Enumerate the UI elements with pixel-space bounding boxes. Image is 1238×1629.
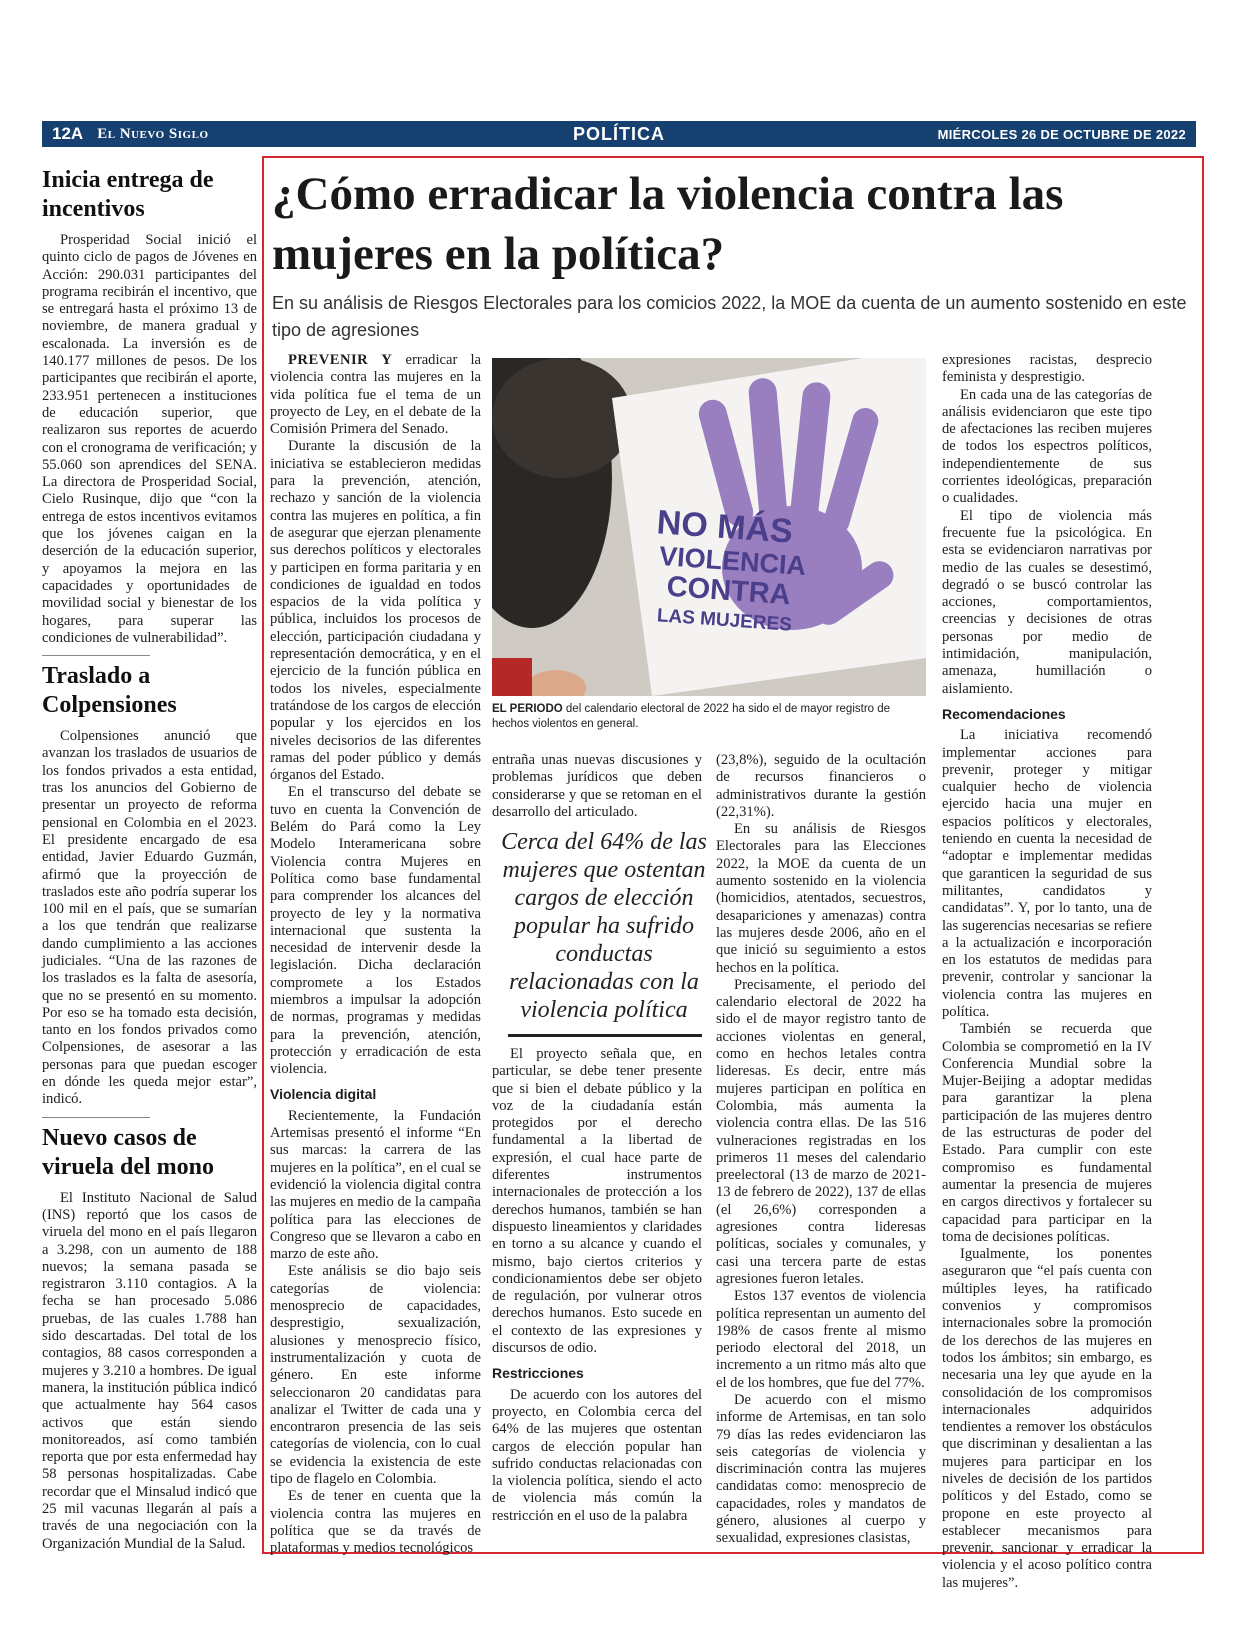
photo-caption: EL PERIODO del calendario electoral de 2022 ha sido el de mayor registro de hechos violentos en general. — [492, 703, 891, 730]
subheading: Restricciones — [492, 1365, 584, 1382]
paragraph: También se recuerda que Colombia se comprometió en la IV Conferencia Mundial sobre la Mujer-Beijing a adoptar medidas para garantizar la plena participación de las mujeres dentro de las estructuras de poder del Estado. Para cumplir con este compromiso es fundamental aumentar la presencia de mujeres en cargos directivos y fortalecer su capacidad para participar en la toma de decisiones políticas. — [942, 1021, 1152, 1245]
paragraph: En su análisis de Riesgos Electorales para las Elecciones 2022, la MOE da cuenta de un aumento sostenido en la violencia (homicidios, atentados, secuestros, desapariciones y amenazas) contra las mujeres desde 2006, año en el que inició su seguimiento a estos hechos en la política. — [716, 821, 926, 976]
feature-article — [262, 156, 1204, 1591]
paragraph: Igualmente, los ponentes aseguraron que “el país cuenta con múltiples leyes, ha ratificado convenios y compromisos internacionales sobre la promoción de los derechos de las mujeres en todos los ámbitos; sin embargo, es necesaria una ley que ayude en la consolidación de los compromisos internacionales adquiridos tendientes a remover los obstáculos que discriminan y desalientan a las mujeres para participar en los niveles de decisión de los partidos políticos y del Estado, como se propone en este proyecto al establecer mecanismos para prevenir, sancionar y erradicar la violencia y el acoso político contra las mujeres”. — [942, 1246, 1152, 1591]
paragraph: expresiones racistas, desprecio feminista y desprestigio. — [942, 352, 1152, 386]
protest-sign-illustration — [492, 358, 926, 696]
paragraph: De acuerdo con el mismo informe de Artemisas, en tan solo 79 días las redes evidenciaron las seis categorías de violencia y discriminación contra las mujeres candidatas como: menosprecio de capacidades, roles y mandatos de género, alusiones al cuerpo y sexualidad, expresiones clasistas, — [716, 1391, 926, 1547]
paragraph: El tipo de violencia más frecuente fue la psicológica. En esta se evidenciaron narrativas por medio de las cuales se desestimó, degradó o se buscó controlar las acciones, comportamientos, creencias y decisiones de otras personas por medio de intimidación, manipulación, amenaza, humillación o aislamiento. — [942, 507, 1152, 697]
paragraph: (23,8%), seguido de la ocultación de recursos financieros o administrativos durante la gestión (22,31%). — [716, 752, 926, 820]
sign-line-2: VIOLENCIA — [658, 540, 808, 582]
article-column-4 — [942, 352, 1152, 1592]
paragraph: El proyecto señala que, en particular, se debe tener presente que si bien el debate público y la voz de la ciudadanía están protegidos por el derecho fundamental a la libertad de expresión, el cual hace parte de diferentes instrumentos internacionales de protección a los derechos humanos, también se han dispuesto lineamientos y claridades en torno a su alcance y cuando el mismo, bajo ciertos criterios y condicionamientos debe ser objeto de regulación, por vulnerar otros derechos humanos. Esto sucede en el contexto de las expresiones y discursos de odio. — [492, 1046, 702, 1357]
paragraph: Precisamente, el periodo del calendario electoral de 2022 ha sido el de mayor registro tanto de acciones violentas en general, como en hechos letales contra lideresas. Es decir, entre más mujeres participan en política en Colombia, más aumenta la violencia contra ellas. De las 516 vulneraciones registradas en los primeros 11 meses del calendario preelectoral (13 de marzo de 2021-13 de febrero de 2022), 137 de ellas (el 26,6%) corresponden a agresiones contra lideresas políticas, sociales y comunales, y casi una tercera parte de estas agresiones fueron letales. — [716, 976, 926, 1287]
article-column-2-cont — [492, 1046, 702, 1525]
sign-line-3: CONTRA — [665, 570, 792, 612]
brief-divider — [42, 1117, 150, 1118]
paragraph: De acuerdo con los autores del proyecto, en Colombia cerca del 64% de las mujeres que ostentan cargos de elección popular han sufrido conductas relacionadas con la violencia política, siendo el acto de violencia más común la restricción en el uso de la palabra — [492, 1386, 702, 1524]
page-header — [42, 121, 1196, 147]
subheading: Violencia digital — [270, 1086, 377, 1103]
brief-viruela — [42, 1124, 257, 1553]
news-briefs-column — [42, 160, 257, 1553]
brief-colpensiones — [42, 662, 257, 1109]
paragraph: PREVENIR Y erradicar la violencia contra las mujeres en la vida política fue el tema de un proyecto de Ley, en el debate de la Comisión Primera del Senado. — [270, 352, 481, 438]
brief-divider — [42, 655, 150, 656]
article-column-2 — [492, 752, 702, 821]
article-headline: ¿Cómo erradicar la violencia contra las mujeres en la política? — [272, 168, 1064, 280]
lead-in: PREVENIR Y — [288, 352, 393, 368]
paragraph: La iniciativa recomendó implementar acciones para prevenir, proteger y mitigar cualquier hecho de violencia ejercido hacia una mujer en espacios políticos y electorales, teniendo en cuenta la necesidad de “adoptar e implementar medidas que garanticen la seguridad de sus militantes, candidatos y candidatas”. Y, por lo tanto, una de las sugerencias necesarias se refiere a la actualización e incorporación en los estatutos de medidas para prevenir, controlar y sancionar la violencia contra las mujeres en política. — [942, 727, 1152, 1020]
section-title: POLÍTICA — [573, 123, 665, 144]
pull-quote: Cerca del 64% de las mujeres que ostentan cargos de elección popular ha sufrido conductas relacionadas con la violencia política — [501, 829, 707, 1023]
paragraph: Estos 137 eventos de violencia política representan un aumento del 198% de casos frente al mismo periodo electoral del 2018, un incremento a un ritmo más alto que el de los hombres, que fue del 77%. — [716, 1288, 926, 1391]
subheading: Recomendaciones — [942, 705, 1066, 722]
brief-body: Prosperidad Social inició el quinto ciclo de pagos de Jóvenes en Acción: 290.031 participantes del programa recibirán el incentivo, que se entregará hasta el próximo 13 de noviembre, de manera gradual y escalonada. La inversión es de 140.177 millones de pesos. De los participantes que recibirán el aporte, 233.951 pertenecen a instituciones de educación superior, que realizaron sus reportes de acuerdo con el cronograma de verificación; y 55.060 son aprendices del SENA. La directora de Prosperidad Social, Cielo Rusinque, dijo que “con la entrega de estos incentivos evitamos que los jóvenes caigan en la deserción de la educación superior, y apoyamos la mejora en las capacidades y oportunidades de movilidad social y bienestar de los hogares, para superar las condiciones de vulnerabilidad”. — [42, 232, 257, 646]
paragraph: En cada una de las categorías de análisis evidenciaron que este tipo de afectaciones las reciben mujeres de todos los espectros políticos, independientemente de sus corrientes ideológicas, preparación o cualidades. — [942, 386, 1152, 507]
brief-title: Inicia entrega de incentivos — [42, 167, 214, 222]
brief-title: Nuevo casos de viruela del mono — [42, 1124, 214, 1180]
issue-date: MIÉRCOLES 26 DE OCTUBRE DE 2022 — [937, 126, 1186, 142]
brief-body: Colpensiones anunció que avanzan los traslados de usuarios de los fondos privados a esta entidad, tras los anuncios del Gobierno de presentar un proyecto de reforma pensional en Colombia en el 2023. El presidente encargado de esa entidad, Javier Eduardo Guzmán, afirmó que la proyección de traslados este año podría superar los 100 mil en el país, que se sumarían a los que tendrán que realizarse dando cumplimiento a las acciones judiciales. “Una de las razones de los traslados es la falta de asesoría, que no se presentó en su momento. Por eso se ha tomado esta decisión, tanto en los fondos privados como Colpensiones, de asesorar a las personas para que puedan escoger en dónde les queda mejor estar”, indicó. — [42, 728, 257, 1108]
brief-incentivos — [42, 166, 257, 647]
sign-line-1: NO MÁS — [655, 503, 794, 551]
paragraph: Durante la discusión de la iniciativa se establecieron medidas para la prevención, atención, rechazo y sanción de la violencia contra las mujeres en política, a fin de asegurar que ejerzan plenamente sus derechos políticos y electorales y participen en forma paritaria y en condiciones de igualdad en todos espacios de la vida política y pública, incluidos los procesos de elección, participación ciudadana y representación democrática, y en el ejercicio de la función pública en todos los niveles, especialmente tratándose de los cargos de elección popular y los ejercidos en los niveles decisorios de las diferentes ramas del poder público y demás órganos del Estado. — [270, 438, 481, 784]
paragraph: Recientemente, la Fundación Artemisas presentó el informe “En sus marcas: la carrera de las mujeres en la política”, en el cual se evidenció la violencia digital contra las mujeres en medio de la campaña política para las elecciones de Congreso que se llevaron a cabo en marzo de este año. — [270, 1107, 481, 1263]
paragraph: Es de tener en cuenta que la violencia contra las mujeres en política que se da través de plataformas y medios tecnológicos — [270, 1488, 481, 1557]
article-column-1 — [270, 352, 481, 1557]
paragraph: entraña unas nuevas discusiones y problemas jurídicos que deben considerarse y que se retoman en el desarrollo del articulado. — [492, 752, 702, 820]
pull-quote-rule — [508, 1034, 702, 1037]
newspaper-name: El Nuevo Siglo — [97, 125, 209, 142]
brief-body: El Instituto Nacional de Salud (INS) reportó que los casos de viruela del mono en el país llegaron a 3.298, con un aumento de 188 nuevos; la semana pasada se registraron 3.110 contagios. A la fecha se han procesado 5.086 pruebas, de las cuales 1.788 han sido descartadas. Del total de los contagios, 88 casos corresponden a mujeres y 3.210 a hombres. De igual manera, la institución pública indicó que actualmente hay 564 casos activos que están siendo monitoreados, así como también reporta que por esta enfermedad hay 58 personas hospitalizadas. Cabe recordar que el Minsalud indicó que 25 mil vacunas llegarán al país a través de una negociación con la Organización Mundial de la Salud. — [42, 1189, 257, 1552]
protest-photo — [492, 358, 926, 696]
paragraph: En el transcurso del debate se tuvo en cuenta la Convención de Belém do Pará como la Ley Modelo Interamericana sobre Violencia contra Mujeres en Política como base fundamental para comprender los alcances del proyecto de ley y la normativa internacional que sustenta la necesidad de intervenir desde la legislación. Dicha declaración compromete a los Estados miembros a impulsar la adopción de normas, programas y medidas para la prevención, atención, protección y erradicación de esta violencia. — [270, 784, 481, 1078]
page-number: 12A — [52, 124, 84, 143]
brief-title: Traslado a Colpensiones — [42, 663, 177, 719]
article-deck: En su análisis de Riesgos Electorales para los comicios 2022, la MOE da cuenta de un aumento sostenido en este tipo de agresiones — [272, 293, 1187, 340]
sign-line-4: LAS MUJERES — [656, 605, 793, 636]
paragraph: Este análisis se dio bajo seis categorías de violencia: menosprecio de capacidades, desprestigio, sexualización, alusiones y menosprecio físico, instrumentalización y cuota de género. En este informe seleccionaron 20 candidatas para analizar el Twitter de cada una y encontraron presencia de las seis categorías de violencia, con lo cual se evidencia la existencia de este tipo de flagelo en Colombia. — [270, 1263, 481, 1487]
article-column-3 — [716, 752, 926, 1548]
